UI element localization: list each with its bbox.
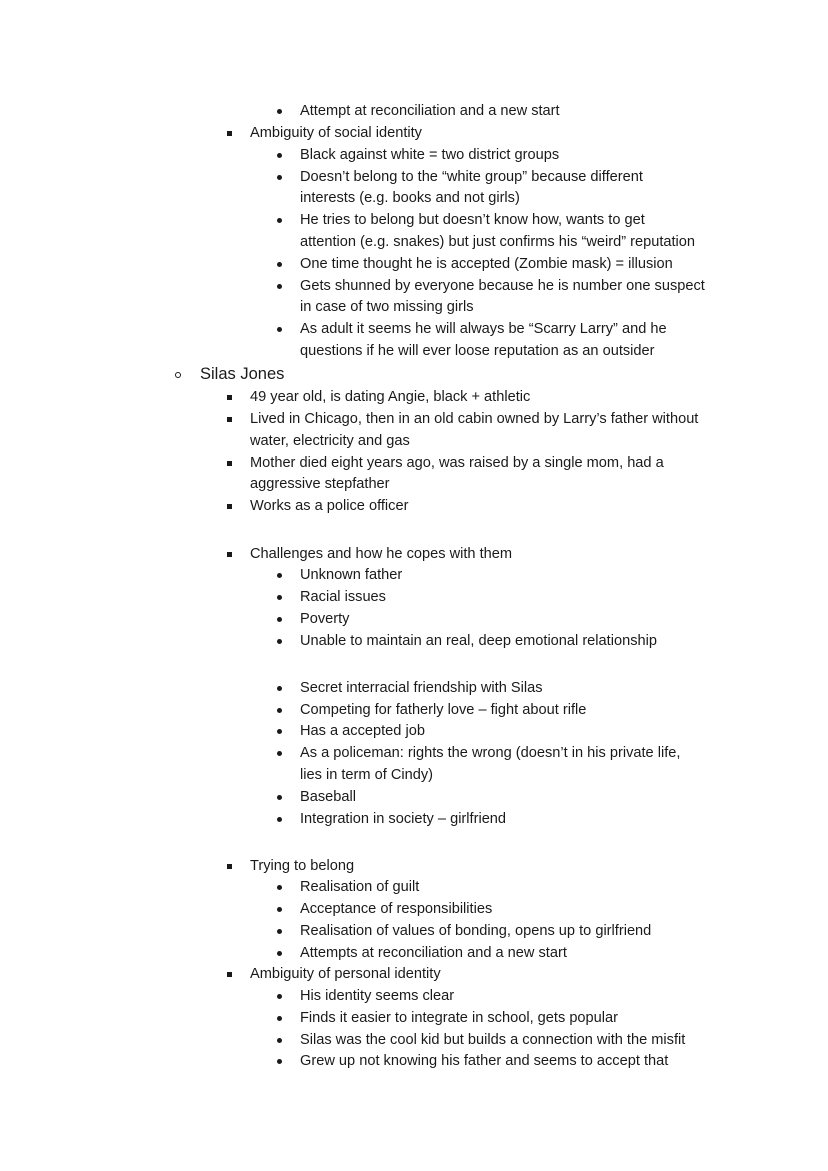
bullet-dot xyxy=(277,608,285,630)
text-line: Integration in society – girlfriend xyxy=(300,811,507,827)
text-line: His identity seems clear xyxy=(300,988,455,1004)
text-line: questions if he will ever loose reputation as an outsider xyxy=(300,343,655,359)
section-heading: Silas Jones xyxy=(200,365,285,383)
text-line: Acceptance of responsibilities xyxy=(300,901,493,917)
text-line: Mother died eight years ago, was raised by a single mom, had a xyxy=(250,455,664,471)
text-line: Finds it easier to integrate in school, gets popular xyxy=(300,1010,618,1026)
bullet-dot xyxy=(277,1050,285,1072)
text-line: Black against white = two district groups xyxy=(300,147,560,163)
text-line: 49 year old, is dating Angie, black + athletic xyxy=(250,389,531,405)
bullet-circle xyxy=(175,363,183,385)
text-line: lies in term of Cindy) xyxy=(300,767,434,783)
bullet-dot xyxy=(277,876,285,898)
bullet-square xyxy=(227,855,235,877)
bullet-dot xyxy=(277,1007,285,1029)
bullet-dot xyxy=(277,677,285,699)
text-line: Has a accepted job xyxy=(300,723,425,739)
bullet-dot xyxy=(277,720,285,742)
text-line: One time thought he is accepted (Zombie mask) = illusion xyxy=(300,256,673,272)
bullet-square xyxy=(227,122,235,144)
bullet-dot xyxy=(277,318,285,340)
text-line: Attempt at reconciliation and a new start xyxy=(300,103,560,119)
text-line: Racial issues xyxy=(300,589,386,605)
text-line: As a policeman: rights the wrong (doesn’t in his private life, xyxy=(300,745,681,761)
bullet-dot xyxy=(277,699,285,721)
bullet-dot xyxy=(277,898,285,920)
bullet-square xyxy=(227,543,235,565)
bullet-dot xyxy=(277,586,285,608)
text-line: Ambiguity of personal identity xyxy=(250,966,441,982)
bullet-dot xyxy=(277,253,285,275)
bullet-square xyxy=(227,963,235,985)
bullet-dot xyxy=(277,209,285,231)
text-line: Attempts at reconciliation and a new start xyxy=(300,945,567,961)
text-line: Grew up not knowing his father and seems to accept that xyxy=(300,1053,669,1069)
text-line: Trying to belong xyxy=(250,858,355,874)
text-line: Ambiguity of social identity xyxy=(250,125,422,141)
text-line: Competing for fatherly love – fight about rifle xyxy=(300,702,587,718)
bullet-dot xyxy=(277,144,285,166)
text-line: As adult it seems he will always be “Scarry Larry” and he xyxy=(300,321,667,337)
bullet-dot xyxy=(277,985,285,1007)
bullet-dot xyxy=(277,942,285,964)
text-line: Realisation of guilt xyxy=(300,879,420,895)
bullet-dot xyxy=(277,920,285,942)
bullet-dot xyxy=(277,166,285,188)
text-line: Unable to maintain an real, deep emotional relationship xyxy=(300,633,657,649)
bullet-dot xyxy=(277,275,285,297)
bullet-dot xyxy=(277,808,285,830)
text-line: Baseball xyxy=(300,789,356,805)
bullet-dot xyxy=(277,564,285,586)
bullet-square xyxy=(227,495,235,517)
bullet-dot xyxy=(277,742,285,764)
text-line: Poverty xyxy=(300,611,350,627)
text-line: Unknown father xyxy=(300,567,403,583)
text-line: Lived in Chicago, then in an old cabin owned by Larry’s father without xyxy=(250,411,699,427)
text-line: Works as a police officer xyxy=(250,498,409,514)
bullet-square xyxy=(227,408,235,430)
text-line: Silas was the cool kid but builds a connection with the misfit xyxy=(300,1032,686,1048)
text-line: Gets shunned by everyone because he is number one suspect xyxy=(300,278,705,294)
bullet-dot xyxy=(277,630,285,652)
text-line: Realisation of values of bonding, opens up to girlfriend xyxy=(300,923,652,939)
text-line: Secret interracial friendship with Silas xyxy=(300,680,543,696)
text-line: Challenges and how he copes with them xyxy=(250,546,513,562)
text-line: interests (e.g. books and not girls) xyxy=(300,190,520,206)
text-line: He tries to belong but doesn’t know how, wants to get xyxy=(300,212,645,228)
bullet-dot xyxy=(277,100,285,122)
text-line: attention (e.g. snakes) but just confirms his “weird” reputation xyxy=(300,234,696,250)
bullet-square xyxy=(227,452,235,474)
bullet-dot xyxy=(277,1029,285,1051)
bullet-dot xyxy=(277,786,285,808)
text-line: in case of two missing girls xyxy=(300,299,474,315)
bullet-square xyxy=(227,386,235,408)
text-line: water, electricity and gas xyxy=(250,433,410,449)
text-line: Doesn’t belong to the “white group” because different xyxy=(300,169,643,185)
text-line: aggressive stepfather xyxy=(250,476,390,492)
